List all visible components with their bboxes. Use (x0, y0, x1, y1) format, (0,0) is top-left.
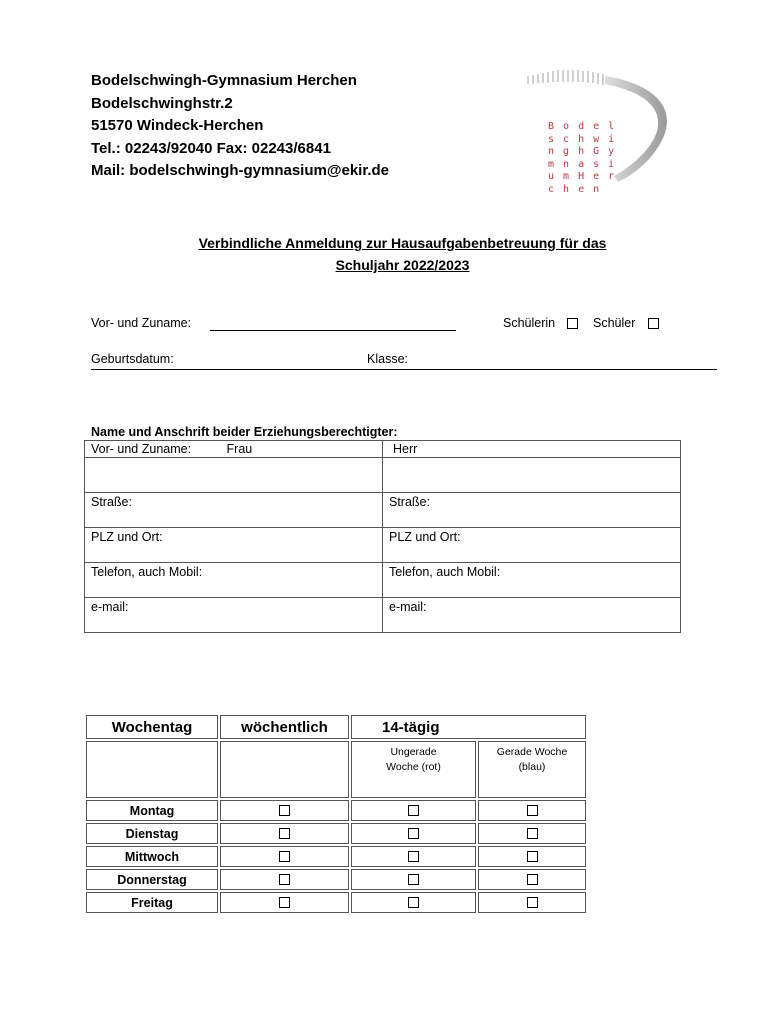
monday-weekly-checkbox[interactable] (279, 805, 290, 816)
monday-weekly-cell (220, 800, 349, 821)
father-street-field[interactable] (383, 493, 681, 528)
table-row (85, 458, 681, 493)
frau-label: Frau (226, 442, 253, 456)
thursday-even-cell (478, 869, 586, 890)
thursday-odd-checkbox[interactable] (408, 874, 419, 885)
thursday-weekly-checkbox[interactable] (279, 874, 290, 885)
wednesday-odd-checkbox[interactable] (408, 851, 419, 862)
table-row (86, 823, 586, 844)
day-wednesday: Mittwoch (86, 846, 218, 867)
schuelerin-checkbox[interactable] (567, 318, 578, 329)
father-phone-field[interactable] (383, 563, 681, 598)
schueler-label: Schüler (593, 316, 636, 330)
tuesday-weekly-checkbox[interactable] (279, 828, 290, 839)
table-row (85, 563, 681, 598)
monday-even-cell (478, 800, 586, 821)
school-address (91, 70, 389, 183)
plz-label: PLZ und Ort: (389, 530, 461, 544)
friday-weekly-checkbox[interactable] (279, 897, 290, 908)
mother-plz-field[interactable] (85, 528, 383, 563)
school-mail: Mail: bodelschwingh-gymnasium@ekir.de (91, 162, 390, 179)
friday-even-checkbox[interactable] (527, 897, 538, 908)
empty-cell (220, 741, 349, 798)
class-label: Klasse: (367, 352, 408, 366)
school-city: 51570 Windeck-Herchen (91, 117, 264, 134)
day-friday: Freitag (86, 892, 218, 913)
table-row (86, 741, 586, 798)
parents-table (84, 440, 681, 633)
tuesday-odd-checkbox[interactable] (408, 828, 419, 839)
tuesday-even-cell (478, 823, 586, 844)
parents-name-label: Vor- und Zuname: (91, 442, 192, 456)
col-day-header: Wochentag (86, 715, 218, 739)
wednesday-even-checkbox[interactable] (527, 851, 538, 862)
email-label: e-mail: (389, 600, 427, 614)
school-street: Bodelschwinghstr.2 (91, 94, 233, 112)
tuesday-weekly-cell (220, 823, 349, 844)
col-weekly-header: wöchentlich (220, 715, 349, 739)
friday-even-cell (478, 892, 586, 913)
father-name-field[interactable] (383, 458, 681, 493)
mother-name-field[interactable] (85, 458, 383, 493)
even-week-line2: (blau) (518, 761, 546, 773)
parents-heading: Name und Anschrift beider Erziehungsberechtigter: (91, 425, 398, 439)
street-label: Straße: (389, 495, 430, 509)
table-row (86, 892, 586, 913)
table-row (85, 598, 681, 633)
schueler-checkbox[interactable] (648, 318, 659, 329)
thursday-weekly-cell (220, 869, 349, 890)
plz-label: PLZ und Ort: (91, 530, 163, 544)
thursday-odd-cell (351, 869, 476, 890)
friday-weekly-cell (220, 892, 349, 913)
odd-week-header (351, 741, 476, 798)
table-row (86, 846, 586, 867)
table-row (85, 528, 681, 563)
street-label: Straße: (91, 495, 132, 509)
phone-label: Telefon, auch Mobil: (389, 565, 501, 579)
day-thursday: Donnerstag (86, 869, 218, 890)
even-week-header (478, 741, 586, 798)
phone-label: Telefon, auch Mobil: (91, 565, 203, 579)
col-biweekly-header: 14-tägig (351, 715, 586, 739)
birthdate-class-line[interactable] (91, 369, 717, 370)
day-tuesday: Dienstag (86, 823, 218, 844)
monday-odd-cell (351, 800, 476, 821)
odd-week-line2: Woche (rot) (386, 761, 441, 773)
schuelerin-label: Schülerin (503, 316, 556, 330)
form-title (140, 232, 665, 276)
friday-odd-cell (351, 892, 476, 913)
logo-lettering: B o d e l s c h w i n g h G y m n a s i u m H e r c h e n (548, 121, 616, 195)
friday-odd-checkbox[interactable] (408, 897, 419, 908)
table-row (85, 493, 681, 528)
school-phone: Tel.: 02243/92040 Fax: 02243/6841 (91, 139, 331, 157)
wednesday-weekly-cell (220, 846, 349, 867)
day-monday: Montag (86, 800, 218, 821)
father-email-field[interactable] (383, 598, 681, 633)
even-week-line1: Gerade Woche (496, 746, 568, 758)
table-row (86, 800, 586, 821)
mother-phone-field[interactable] (85, 563, 383, 598)
wednesday-even-cell (478, 846, 586, 867)
tuesday-odd-cell (351, 823, 476, 844)
table-row (86, 869, 586, 890)
odd-week-line1: Ungerade (390, 746, 437, 758)
thursday-even-checkbox[interactable] (527, 874, 538, 885)
herr-cell (383, 441, 681, 458)
school-name: Bodelschwingh-Gymnasium Herchen (91, 72, 357, 89)
mother-email-field[interactable] (85, 598, 383, 633)
table-row (86, 715, 586, 739)
monday-even-checkbox[interactable] (527, 805, 538, 816)
mother-street-field[interactable] (85, 493, 383, 528)
student-name-field[interactable] (210, 330, 456, 331)
schedule-table (84, 713, 588, 915)
student-name-label: Vor- und Zuname: (91, 316, 192, 330)
empty-cell (86, 741, 218, 798)
form-title-line1: Verbindliche Anmeldung zur Hausaufgabenbetreuung für das (198, 235, 607, 251)
wednesday-odd-cell (351, 846, 476, 867)
herr-label: Herr (393, 442, 418, 456)
birthdate-label: Geburtsdatum: (91, 352, 174, 366)
table-row (85, 441, 681, 458)
tuesday-even-checkbox[interactable] (527, 828, 538, 839)
father-plz-field[interactable] (383, 528, 681, 563)
form-title-line2: Schuljahr 2022/2023 (335, 257, 470, 273)
wednesday-weekly-checkbox[interactable] (279, 851, 290, 862)
name-label-cell (85, 441, 383, 458)
email-label: e-mail: (91, 600, 129, 614)
monday-odd-checkbox[interactable] (408, 805, 419, 816)
